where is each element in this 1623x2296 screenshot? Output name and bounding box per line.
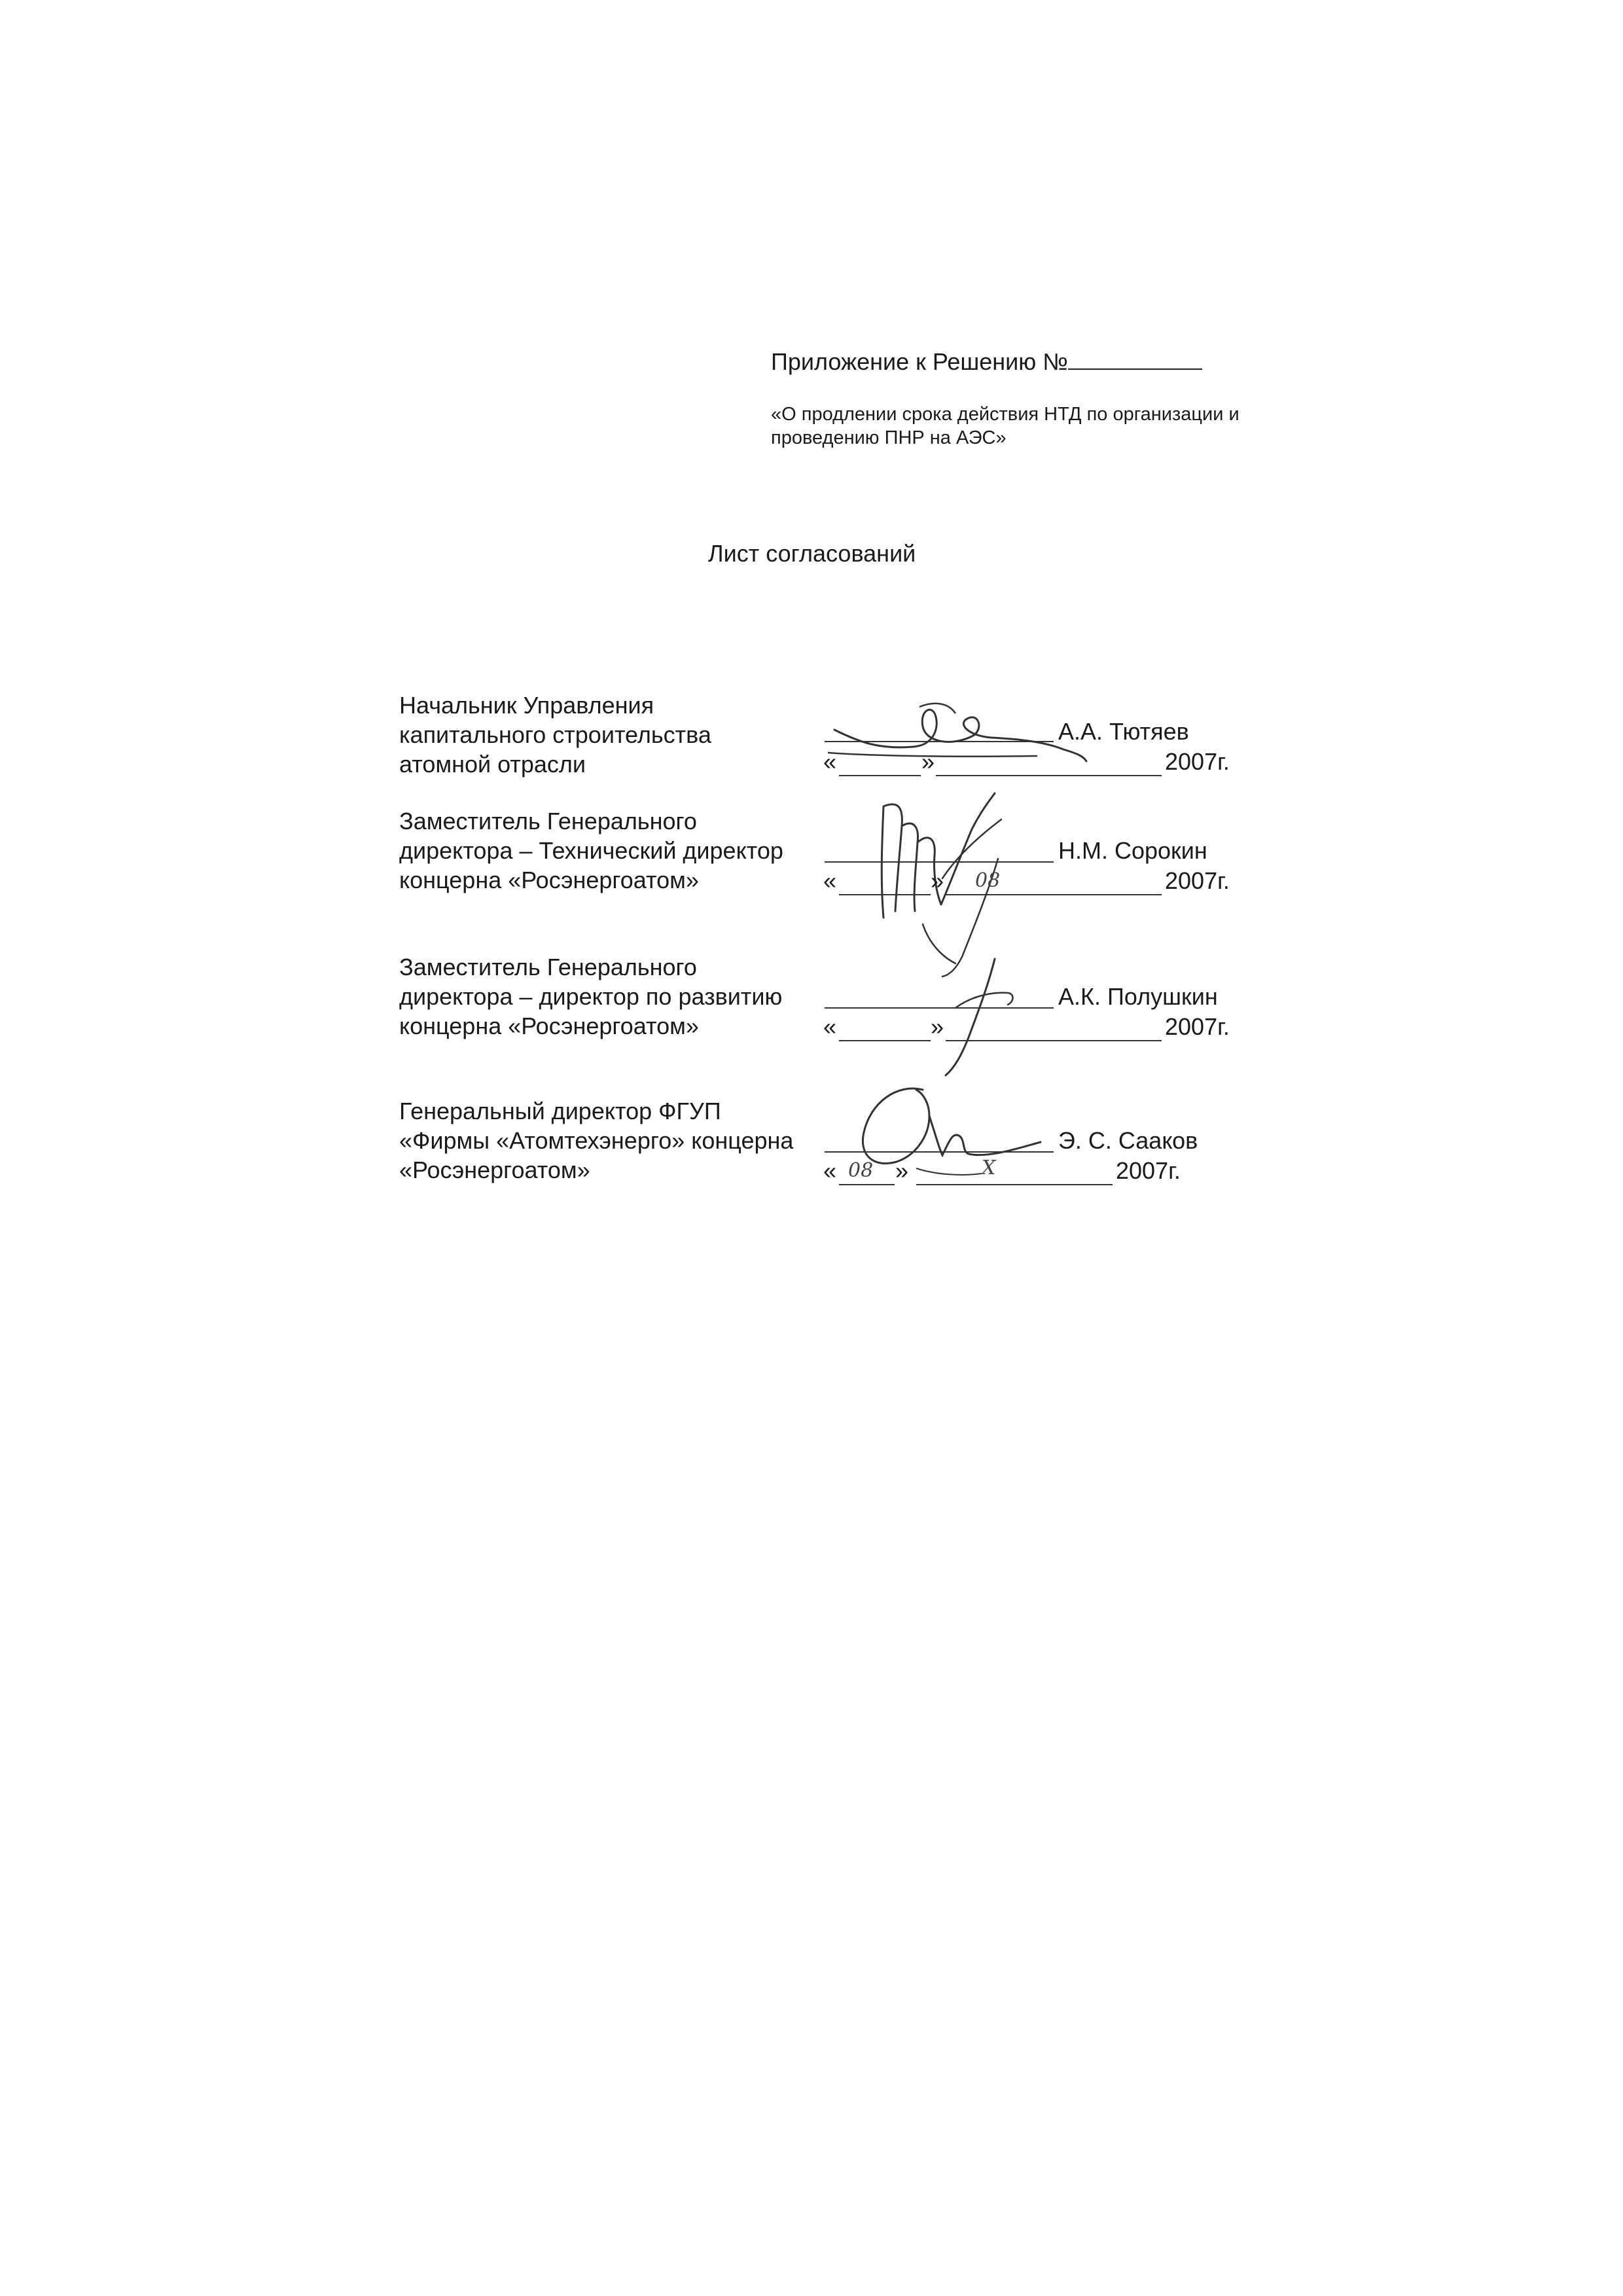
- day-blank: [839, 1040, 931, 1041]
- page-title: Лист согласований: [708, 540, 916, 567]
- approver-name: А.А. Тютяев: [1058, 718, 1189, 745]
- open-quote: «: [823, 867, 837, 894]
- appendix-header: [771, 348, 1202, 376]
- approver-position: Генеральный директор ФГУП «Фирмы «Атомтехэнерго» концерна «Росэнергоатом»: [399, 1098, 794, 1183]
- year-text: 2007г.: [1165, 1013, 1230, 1040]
- day-blank: [839, 775, 921, 776]
- signature-line: [825, 1151, 1054, 1153]
- approver-position: Заместитель Генерального директора – директор по развитию концерна «Росэнергоатом»: [399, 954, 783, 1039]
- signature-line: [825, 1007, 1054, 1009]
- year-text: 2007г.: [1165, 748, 1230, 775]
- close-quote: »: [895, 1157, 909, 1184]
- close-quote: »: [931, 1013, 944, 1040]
- approver-position: Заместитель Генерального директора – Технический директор концерна «Росэнергоатом»: [399, 808, 783, 893]
- open-quote: «: [823, 1157, 837, 1184]
- day-blank: [839, 1184, 895, 1185]
- close-quote: »: [931, 867, 944, 894]
- appendix-label: Приложение к Решению №: [771, 348, 1068, 375]
- day-blank: [839, 894, 931, 895]
- month-blank: [946, 894, 1162, 895]
- approver-position: Начальник Управления капитального строительства атомной отрасли: [399, 692, 711, 778]
- signature-line: [825, 741, 1054, 742]
- year-text: 2007г.: [1165, 867, 1230, 894]
- approver-name: А.К. Полушкин: [1058, 983, 1218, 1010]
- approver-name: Э. С. Саакoв: [1058, 1127, 1198, 1154]
- month-blank: [936, 775, 1162, 776]
- open-quote: «: [823, 748, 837, 775]
- signature-mark: [916, 946, 1047, 1077]
- signature-mark: [821, 691, 1096, 762]
- handwritten-day: 08: [848, 1159, 874, 1182]
- decision-number-blank: [1068, 349, 1202, 370]
- month-blank: [946, 1040, 1162, 1041]
- handwritten-month: X: [982, 1157, 996, 1179]
- month-blank: [916, 1184, 1113, 1185]
- approver-name: Н.М. Сорокин: [1058, 837, 1207, 864]
- open-quote: «: [823, 1013, 837, 1040]
- year-text: 2007г.: [1116, 1157, 1181, 1184]
- signature-line: [825, 861, 1054, 863]
- handwritten-month: 08: [975, 869, 1001, 892]
- close-quote: »: [921, 748, 935, 775]
- decision-subject: «О продлении срока действия НТД по организации и проведению ПНР на АЭС»: [771, 404, 1240, 448]
